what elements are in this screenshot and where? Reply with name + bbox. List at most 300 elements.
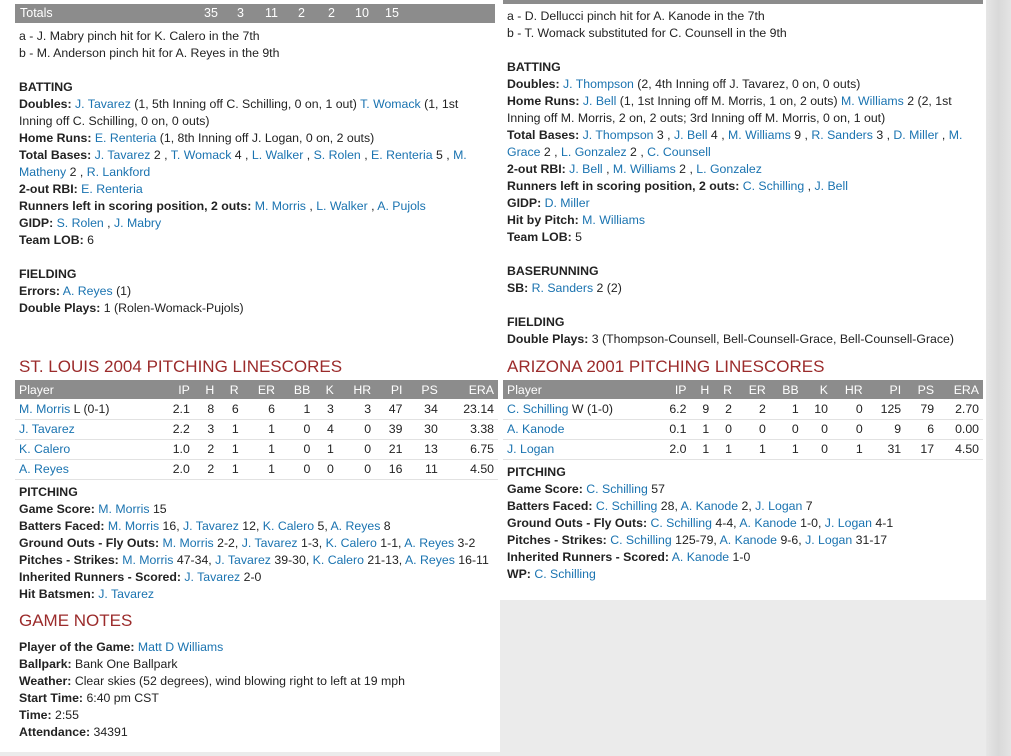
- stat-text: 28,: [657, 499, 681, 513]
- player-link[interactable]: M. Morris: [98, 502, 150, 516]
- player-link[interactable]: C. Counsell: [647, 145, 711, 159]
- stat-line: [507, 498, 977, 515]
- player-link[interactable]: C. Schilling: [507, 401, 569, 416]
- stat-line: [507, 161, 969, 178]
- stat-cell: 1: [770, 439, 803, 459]
- stat-label: Hit by Pitch:: [507, 213, 579, 227]
- player-link[interactable]: J. Bell: [814, 179, 848, 193]
- player-link[interactable]: R. Sanders: [531, 281, 594, 295]
- stat-line: [19, 673, 489, 690]
- stat-cell: 0: [279, 419, 314, 439]
- stat-cell: 30: [406, 419, 441, 439]
- stat-cell: 0: [832, 419, 867, 439]
- column-header: PI: [375, 380, 406, 399]
- player-link[interactable]: J. Tavarez: [19, 422, 75, 436]
- player-link[interactable]: E. Renteria: [94, 131, 157, 145]
- player-link[interactable]: A. Kanode: [680, 499, 739, 513]
- stat-text: 2-2,: [213, 536, 242, 550]
- player-link[interactable]: M. Morris: [107, 519, 160, 533]
- stat-cell: 6: [905, 419, 938, 439]
- stat-cell: 3: [314, 399, 337, 419]
- stat-cell: 1: [736, 439, 770, 459]
- stat-label: Runners left in scoring position, 2 outs:: [507, 179, 740, 193]
- player-link[interactable]: R. Lankford: [86, 165, 151, 179]
- page-scroll-gutter: [986, 0, 1011, 756]
- stat-label: Batters Faced:: [19, 519, 105, 533]
- stat-text: 1-3,: [297, 536, 326, 550]
- stat-text: 2 ,: [66, 165, 87, 179]
- stat-label: Player of the Game:: [19, 640, 135, 654]
- totals-row: [15, 4, 495, 23]
- stat-text: 5: [575, 230, 582, 244]
- stat-cell: 1: [218, 419, 242, 439]
- stat-text: ,: [804, 179, 815, 193]
- stat-cell: 2.70: [938, 399, 983, 419]
- stat-cell: 1: [314, 439, 337, 459]
- stat-cell: 4.50: [442, 459, 498, 479]
- column-header: BB: [279, 380, 314, 399]
- totals-bb: 2: [328, 6, 335, 20]
- table-row: [15, 459, 498, 479]
- stat-cell: 2: [713, 399, 736, 419]
- stat-line: [507, 515, 977, 532]
- stat-label: Game Score:: [19, 502, 95, 516]
- stat-cell: 0: [803, 439, 832, 459]
- footnote-a: a - J. Mabry pinch hit for K. Calero in the 7th: [19, 29, 260, 43]
- arizona-panel: [500, 0, 986, 600]
- stat-label: Doubles:: [19, 97, 72, 111]
- stat-text: 5,: [314, 519, 331, 533]
- player-link[interactable]: M. Morris: [19, 401, 71, 416]
- stat-text: (1, 8th Inning off J. Logan, 0 on, 2 outs): [156, 131, 375, 145]
- stat-text: 2 (2): [593, 281, 622, 295]
- column-header: HR: [832, 380, 867, 399]
- player-link[interactable]: J. Logan: [755, 499, 803, 513]
- column-header: PS: [905, 380, 938, 399]
- stat-text: ,: [367, 199, 378, 213]
- stat-text: 3-2: [454, 536, 476, 550]
- player-link[interactable]: J. Tavarez: [94, 148, 151, 162]
- stat-line: [507, 195, 969, 212]
- player-link[interactable]: C. Schilling: [586, 482, 648, 496]
- stat-text: 6: [87, 233, 94, 247]
- stat-cell: 1: [243, 459, 279, 479]
- table-row: [503, 439, 983, 459]
- column-header: K: [314, 380, 337, 399]
- stat-line: [507, 212, 969, 229]
- player-link[interactable]: J. Logan: [824, 516, 872, 530]
- stat-text: (1): [112, 284, 132, 298]
- stat-text: 1-0,: [796, 516, 825, 530]
- stat-text: 16-11: [454, 553, 489, 567]
- stat-line: [19, 707, 489, 724]
- column-header: ER: [243, 380, 279, 399]
- stat-cell: 125: [867, 399, 905, 419]
- stat-cell: 0: [279, 459, 314, 479]
- batting-section: [507, 59, 969, 246]
- stat-label: GIDP:: [19, 216, 54, 230]
- stat-label: Weather:: [19, 674, 72, 688]
- stat-cell: 0.00: [938, 419, 983, 439]
- stat-cell: 2.1: [157, 399, 193, 419]
- totals-ab: 35: [204, 6, 218, 20]
- player-link[interactable]: A. Reyes: [404, 553, 455, 567]
- stat-line: [507, 532, 977, 549]
- player-link[interactable]: E. Renteria: [371, 148, 433, 162]
- game-notes-title: GAME NOTES: [19, 611, 133, 630]
- stat-line: [19, 130, 479, 147]
- stat-line: [19, 147, 479, 181]
- stat-text: 57: [647, 482, 665, 496]
- stat-label: Total Bases:: [507, 128, 580, 142]
- player-link[interactable]: J. Tavarez: [184, 570, 241, 584]
- player-link[interactable]: K. Calero: [312, 553, 364, 567]
- stat-cell: 17: [905, 439, 938, 459]
- player-link[interactable]: M. Morris: [162, 536, 214, 550]
- stat-cell: 10: [803, 399, 832, 419]
- column-header: ERA: [442, 380, 498, 399]
- stat-cell: 1: [690, 439, 713, 459]
- stat-cell: 79: [905, 399, 938, 419]
- fielding-heading: FIELDING: [19, 267, 77, 281]
- stat-label: SB:: [507, 281, 529, 295]
- player-link[interactable]: J. Thompson: [582, 128, 654, 142]
- stat-label: Game Score:: [507, 482, 583, 496]
- column-header: H: [194, 380, 218, 399]
- stat-cell: 13: [406, 439, 441, 459]
- pitching-heading: PITCHING: [507, 465, 566, 479]
- player-link[interactable]: Matt D Williams: [137, 640, 224, 654]
- stat-cell: 47: [375, 399, 406, 419]
- stat-label: Ground Outs - Fly Outs:: [19, 536, 160, 550]
- stat-text: 31-17: [852, 533, 888, 547]
- stat-label: Home Runs:: [19, 131, 92, 145]
- stat-line: [19, 300, 479, 317]
- fielding-section: [19, 266, 479, 317]
- stat-cell: 6.2: [657, 399, 691, 419]
- stat-line: [507, 280, 969, 297]
- column-header: HR: [338, 380, 375, 399]
- player-link[interactable]: A. Pujols: [377, 199, 426, 213]
- stat-text: 2,: [738, 499, 756, 513]
- player-link[interactable]: M. Grace: [507, 128, 963, 159]
- batting-section: [19, 79, 479, 249]
- player-link[interactable]: J. Tavarez: [183, 519, 239, 533]
- batting-heading: BATTING: [507, 60, 561, 74]
- stat-cell: 1: [690, 419, 713, 439]
- pitching-linescores-title: ST. LOUIS 2004 PITCHING LINESCORES: [19, 357, 343, 376]
- stat-cell: 1: [218, 439, 242, 459]
- stat-text: 125-79,: [671, 533, 720, 547]
- stat-text: (1, 1st Inning off C. Schilling, 0 on, 0 outs): [19, 97, 459, 128]
- stat-cell: 31: [867, 439, 905, 459]
- table-header-row: [503, 380, 983, 399]
- stat-label: Start Time:: [19, 691, 84, 705]
- player-link[interactable]: A. Reyes: [19, 462, 69, 476]
- player-link[interactable]: C. Schilling: [610, 533, 672, 547]
- stat-text: 3 (Thompson-Counsell, Bell-Counsell-Grace, Bell-Counsell-Grace): [591, 332, 954, 346]
- stat-cell: 1: [243, 419, 279, 439]
- stat-label: Pitches - Strikes:: [507, 533, 607, 547]
- stat-label: Total Bases:: [19, 148, 92, 162]
- stat-cell: 0: [279, 439, 314, 459]
- stat-cell: 0: [314, 459, 337, 479]
- stat-text: ,: [938, 128, 949, 142]
- stat-text: 2:55: [55, 708, 79, 722]
- stat-text: ,: [305, 199, 317, 213]
- player-link[interactable]: D. Miller: [544, 196, 590, 210]
- stat-cell: 1: [279, 399, 314, 419]
- stat-text: 1-0: [729, 550, 751, 564]
- table-row: [15, 439, 498, 459]
- player-link[interactable]: L. Gonzalez: [696, 162, 762, 176]
- stat-line: [19, 552, 489, 569]
- fielding-heading: FIELDING: [507, 315, 565, 329]
- stat-text: 1 (Rolen-Womack-Pujols): [103, 301, 244, 315]
- column-header: H: [690, 380, 713, 399]
- stat-label: Team LOB:: [19, 233, 84, 247]
- stat-cell: 1: [218, 459, 242, 479]
- column-header: IP: [657, 380, 691, 399]
- stat-text: 15: [149, 502, 167, 516]
- player-link[interactable]: E. Renteria: [81, 182, 143, 196]
- stat-cell: 0: [832, 399, 867, 419]
- st-louis-panel: [0, 0, 500, 752]
- game-notes-section: [19, 639, 489, 741]
- stat-line: [19, 283, 479, 300]
- stat-text: 3 ,: [872, 128, 894, 142]
- player-link[interactable]: C. Schilling: [595, 499, 658, 513]
- player-link[interactable]: J. Bell: [569, 162, 603, 176]
- player-link[interactable]: J. Tavarez: [98, 587, 155, 601]
- player-link[interactable]: C. Schilling: [650, 516, 712, 530]
- stat-line: [507, 93, 969, 127]
- table-row: [15, 399, 498, 419]
- totals-h: 11: [265, 6, 278, 20]
- batting-heading: BATTING: [19, 80, 73, 94]
- player-link[interactable]: K. Calero: [325, 536, 377, 550]
- player-link[interactable]: J. Bell: [582, 94, 617, 108]
- stat-line: [19, 586, 489, 603]
- stat-cell: 1: [770, 399, 803, 419]
- stat-line: [507, 481, 977, 498]
- column-header: R: [218, 380, 242, 399]
- stat-label: Attendance:: [19, 725, 91, 739]
- stat-text: ,: [602, 162, 613, 176]
- stat-label: Errors:: [19, 284, 61, 298]
- stat-cell: 6: [218, 399, 242, 419]
- stat-cell: 4.50: [938, 439, 983, 459]
- stat-text: 4 ,: [231, 148, 252, 162]
- stat-cell: 1: [243, 439, 279, 459]
- column-header: ER: [736, 380, 770, 399]
- stat-line: [507, 229, 969, 246]
- player-cell: [15, 439, 157, 459]
- stat-text: (2, 4th Inning off J. Tavarez, 0 on, 0 outs): [633, 77, 861, 91]
- pitching-table: [15, 380, 498, 480]
- player-link[interactable]: A. Reyes: [62, 284, 113, 298]
- stat-label: Double Plays:: [19, 301, 101, 315]
- player-link[interactable]: A. Kanode: [719, 533, 778, 547]
- stat-label: Inherited Runners - Scored:: [19, 570, 181, 584]
- stat-cell: 8: [194, 399, 218, 419]
- stat-text: 8: [380, 519, 391, 533]
- player-link[interactable]: C. Schilling: [534, 567, 596, 581]
- stat-text: (1, 1st Inning off M. Morris, 1 on, 2 outs): [616, 94, 841, 108]
- player-link[interactable]: J. Thompson: [563, 77, 634, 91]
- stat-text: 39-30,: [270, 553, 313, 567]
- totals-rbi: 2: [298, 6, 305, 20]
- stat-line: [19, 215, 479, 232]
- totals-r: 3: [237, 6, 244, 20]
- column-header: IP: [157, 380, 193, 399]
- column-header: Player: [15, 380, 157, 399]
- stat-cell: 3: [194, 419, 218, 439]
- stat-cell: 39: [375, 419, 406, 439]
- player-link[interactable]: L. Walker: [316, 199, 368, 213]
- player-link[interactable]: D. Miller: [893, 128, 939, 142]
- fielding-section: [507, 314, 977, 348]
- stat-cell: 0: [770, 419, 803, 439]
- player-cell: [15, 399, 157, 419]
- totals-lob: 15: [385, 6, 399, 20]
- column-header: K: [803, 380, 832, 399]
- stat-line: [19, 690, 489, 707]
- stat-cell: 9: [690, 399, 713, 419]
- stat-line: [19, 232, 479, 249]
- stat-line: [19, 518, 489, 535]
- stat-cell: 34: [406, 399, 441, 419]
- stat-line: [507, 566, 977, 583]
- column-header: PS: [406, 380, 441, 399]
- stat-cell: 9: [867, 419, 905, 439]
- table-header-row: [15, 380, 498, 399]
- stat-cell: 2: [194, 439, 218, 459]
- player-link[interactable]: M. Morris: [122, 553, 174, 567]
- stat-label: Double Plays:: [507, 332, 589, 346]
- player-link[interactable]: J. Bell: [674, 128, 708, 142]
- player-link[interactable]: J. Tavarez: [215, 553, 271, 567]
- player-link[interactable]: A. Kanode: [671, 550, 730, 564]
- stat-cell: 21: [375, 439, 406, 459]
- stat-cell: 16: [375, 459, 406, 479]
- player-link[interactable]: T. Womack: [170, 148, 232, 162]
- player-link[interactable]: J. Mabry: [114, 216, 162, 230]
- footnote-b: b - T. Womack substituted for C. Counsell in the 9th: [507, 26, 787, 40]
- player-link[interactable]: L. Walker: [251, 148, 304, 162]
- stat-label: Inherited Runners - Scored:: [507, 550, 669, 564]
- pitching-heading: PITCHING: [19, 485, 78, 499]
- stat-text: 4-1: [871, 516, 894, 530]
- stat-cell: 0.1: [657, 419, 691, 439]
- pitching-linescores-title: ARIZONA 2001 PITCHING LINESCORES: [507, 357, 825, 376]
- stat-label: Hit Batsmen:: [19, 587, 95, 601]
- stat-line: [19, 535, 489, 552]
- player-link[interactable]: K. Calero: [19, 442, 71, 456]
- column-header: R: [713, 380, 736, 399]
- stat-line: [19, 96, 479, 130]
- stat-text: 9-6,: [777, 533, 806, 547]
- stat-text: 21-13,: [363, 553, 405, 567]
- player-link[interactable]: L. Gonzalez: [561, 145, 627, 159]
- player-link[interactable]: J. Logan: [507, 442, 555, 456]
- stat-text: 2 ,: [150, 148, 171, 162]
- stat-label: GIDP:: [507, 196, 542, 210]
- stat-cell: 0: [338, 459, 375, 479]
- player-link[interactable]: A. Kanode: [507, 422, 565, 436]
- stat-cell: 6: [243, 399, 279, 419]
- stat-line: [19, 569, 489, 586]
- stat-label: Ground Outs - Fly Outs:: [507, 516, 648, 530]
- player-link[interactable]: A. Kanode: [739, 516, 797, 530]
- player-link[interactable]: M. Morris: [254, 199, 306, 213]
- player-link[interactable]: J. Tavarez: [241, 536, 298, 550]
- stat-line: [507, 331, 977, 348]
- table-row: [503, 399, 983, 419]
- stat-line: [19, 501, 489, 518]
- player-link[interactable]: S. Rolen: [313, 148, 361, 162]
- player-link[interactable]: K. Calero: [262, 519, 315, 533]
- stat-label: Time:: [19, 708, 52, 722]
- player-link[interactable]: J. Tavarez: [75, 97, 131, 111]
- stat-label: Ballpark:: [19, 657, 72, 671]
- stat-cell: 6.75: [442, 439, 498, 459]
- player-link[interactable]: R. Sanders: [811, 128, 873, 142]
- stat-line: [507, 127, 969, 161]
- totals-row-edge: [503, 0, 983, 4]
- player-link[interactable]: M. Matheny: [19, 148, 467, 179]
- stat-cell: 2.0: [157, 459, 193, 479]
- stat-label: Batters Faced:: [507, 499, 593, 513]
- stat-cell: 4: [314, 419, 337, 439]
- player-link[interactable]: C. Schilling: [742, 179, 805, 193]
- stat-text: 2 ,: [626, 145, 648, 159]
- player-cell: [503, 399, 657, 419]
- column-header: Player: [503, 380, 657, 399]
- column-header: PI: [867, 380, 905, 399]
- player-link[interactable]: M. Williams: [582, 213, 645, 227]
- player-link[interactable]: M. Williams: [728, 128, 791, 142]
- player-link[interactable]: J. Logan: [805, 533, 853, 547]
- player-link[interactable]: A. Reyes: [330, 519, 381, 533]
- stat-line: [19, 724, 489, 741]
- column-header: BB: [770, 380, 803, 399]
- stat-label: Team LOB:: [507, 230, 572, 244]
- stat-cell: 2.2: [157, 419, 193, 439]
- player-link[interactable]: S. Rolen: [56, 216, 104, 230]
- player-link[interactable]: M. Williams: [612, 162, 676, 176]
- player-link[interactable]: A. Reyes: [404, 536, 455, 550]
- player-link[interactable]: M. Williams: [840, 94, 904, 108]
- footnote-a: a - D. Dellucci pinch hit for A. Kanode in the 7th: [507, 9, 765, 23]
- stat-text: 9 ,: [790, 128, 812, 142]
- stat-cell: 0: [338, 439, 375, 459]
- stat-label: 2-out RBI:: [507, 162, 566, 176]
- stat-text: 2 ,: [675, 162, 697, 176]
- decision: L (0-1): [70, 401, 110, 416]
- stat-text: 2 (2, 1st Inning off M. Morris, 2 on, 2 outs; 3rd Inning off M. Morris, 0 on, 1 out): [507, 94, 952, 125]
- stat-text: Clear skies (52 degrees), wind blowing right to left at 19 mph: [74, 674, 405, 688]
- baserunning-section: [507, 263, 969, 297]
- player-cell: [503, 439, 657, 459]
- player-link[interactable]: T. Womack: [360, 97, 421, 111]
- baserunning-heading: BASERUNNING: [507, 264, 599, 278]
- stat-cell: 1: [832, 439, 867, 459]
- stat-cell: 11: [406, 459, 441, 479]
- stat-text: 12,: [238, 519, 263, 533]
- stat-label: Pitches - Strikes:: [19, 553, 119, 567]
- pitching-table: [503, 380, 983, 460]
